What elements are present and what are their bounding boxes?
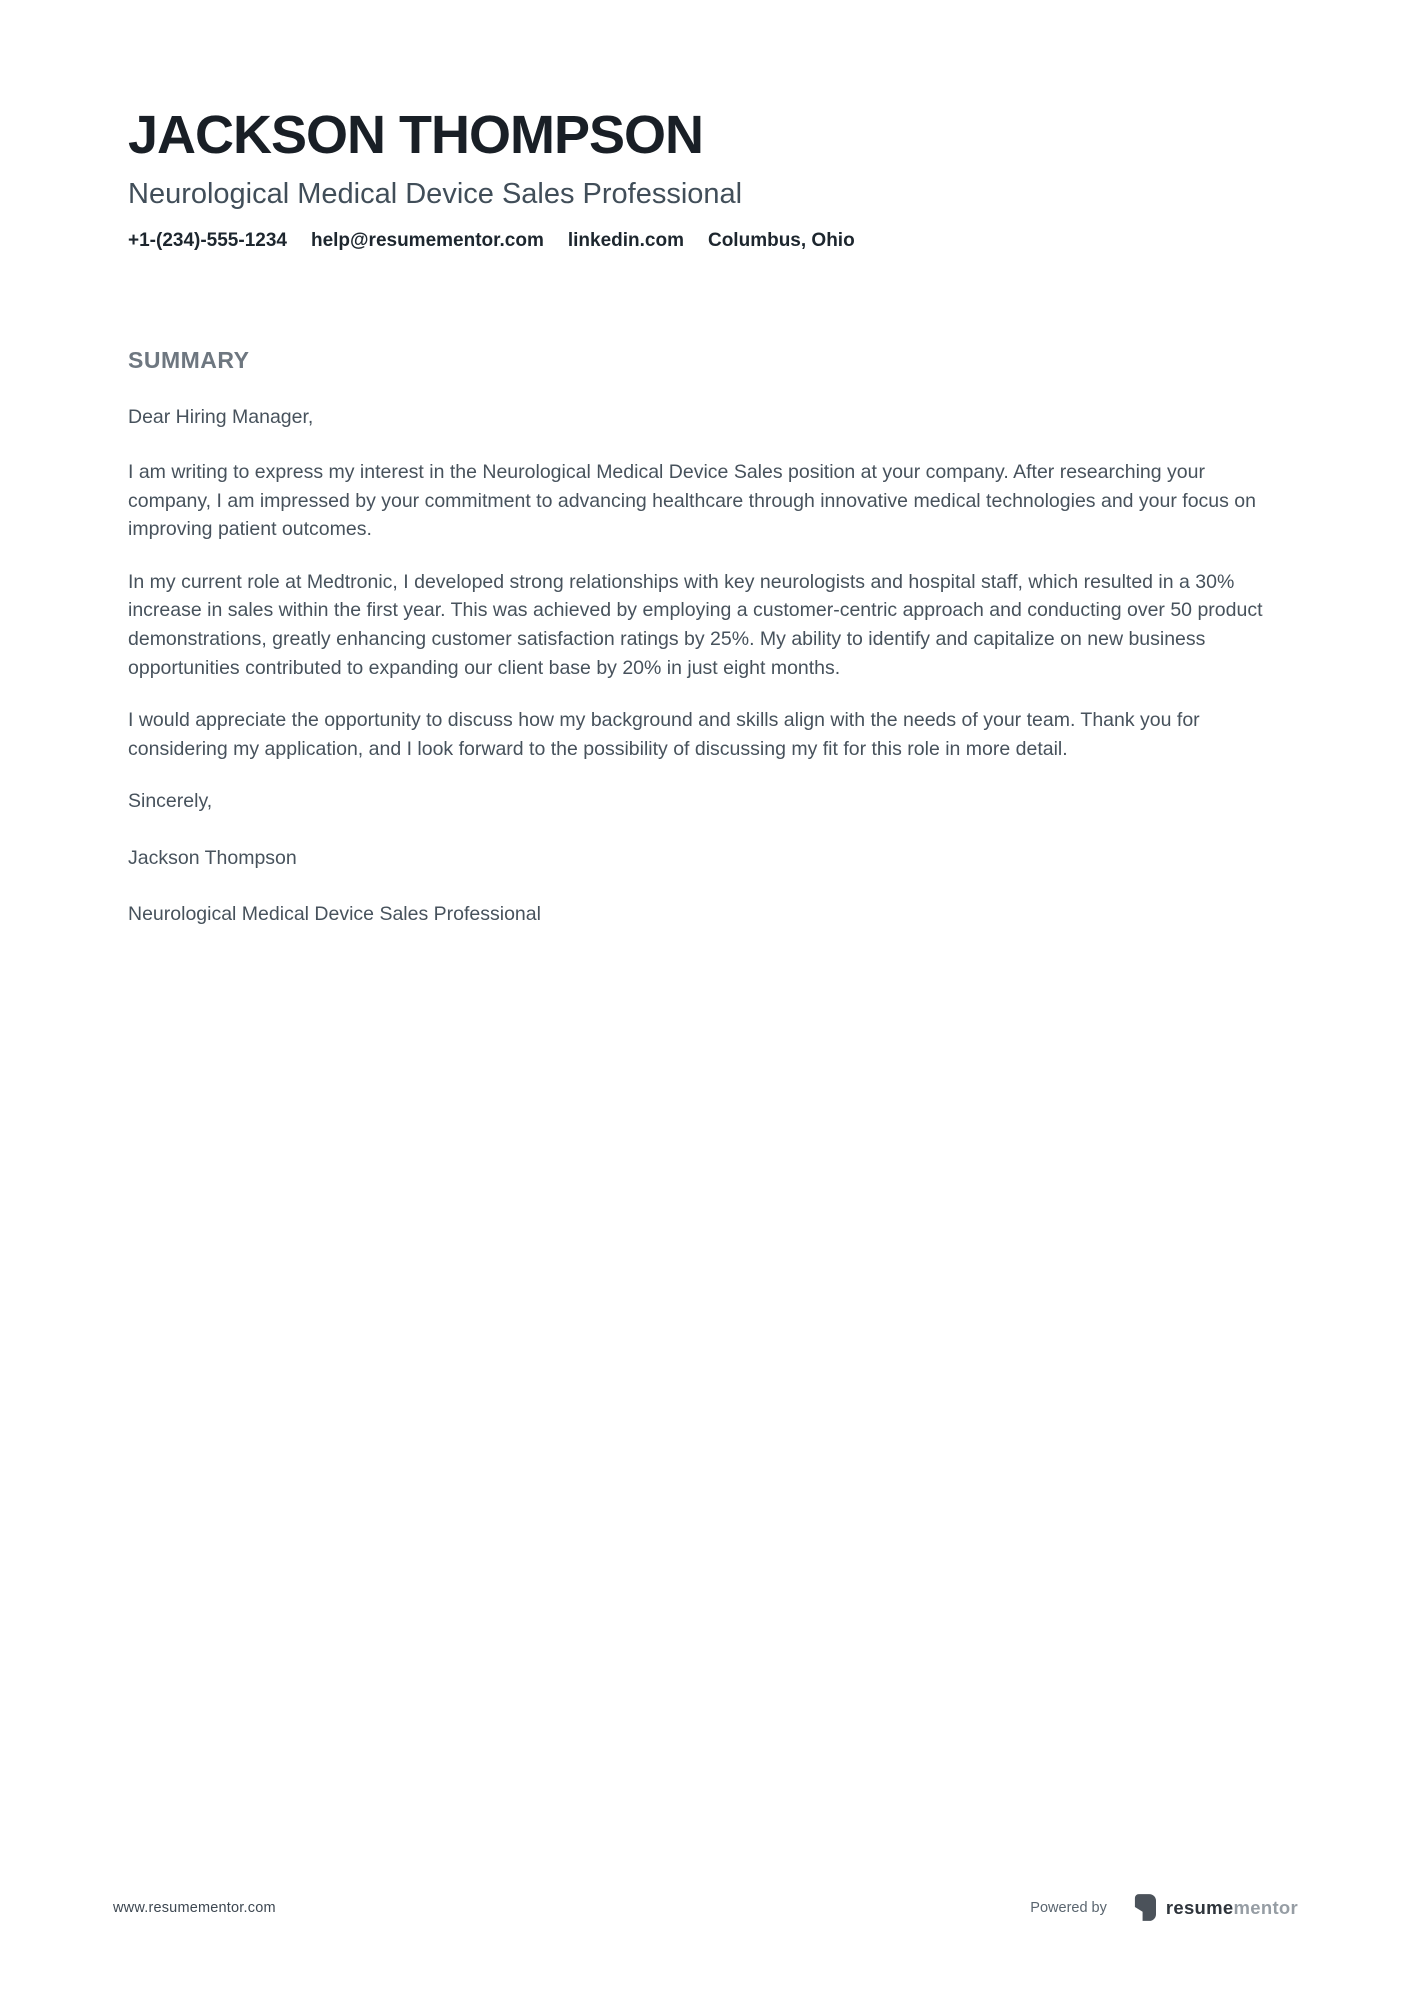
contact-row xyxy=(128,228,1285,255)
letter-paragraph-2: In my current role at Medtronic, I developed strong relationships with key neurologists and hospital staff, which resulted in a 30% increase in sales within the first year. This was achieved by employing a customer-centric approach and conducting over 50 product demonstrations, greatly enhancing customer satisfaction ratings by 25%. My ability to identify and capitalize on new business opportunities contributed to expanding our client base by 20% in just eight months. xyxy=(128,570,1263,679)
signature-name: Jackson Thompson xyxy=(128,846,297,869)
phone-number: +1-(234)-555-1234 xyxy=(128,230,287,252)
letter-text xyxy=(128,403,1285,928)
brand-wordmark[interactable] xyxy=(1166,1897,1298,1919)
email-address[interactable]: help@resumementor.com xyxy=(310,230,544,252)
letter-header xyxy=(128,106,1285,255)
footer-website-link[interactable]: www.resumementor.com xyxy=(113,1899,276,1916)
powered-by-label: Powered by xyxy=(1030,1899,1107,1916)
letter-body xyxy=(128,347,1285,928)
powered-by-block xyxy=(1030,1894,1298,1921)
letter-paragraph-1: I am writing to express my interest in the Neurological Medical Device Sales position at your company. After researching your company, I am impressed by your commitment to advancing healthcare through innovative medical technologies and your focus on improving patient outcomes. xyxy=(128,460,1256,541)
location: Columbus, Ohio xyxy=(707,230,855,252)
summary-heading: SUMMARY xyxy=(128,346,250,373)
closing: Sincerely, xyxy=(128,790,213,813)
resumementor-logo-icon xyxy=(1133,1894,1156,1921)
brand-wordmark-secondary: mentor xyxy=(1233,1896,1298,1918)
letter-paragraph-3: I would appreciate the opportunity to discuss how my background and skills align with the needs of your team. Thank you for considering my application, and I look forward to the possibility of discussing my fit for this role in more detail. xyxy=(128,709,1200,760)
candidate-job-title: Neurological Medical Device Sales Professional xyxy=(128,178,743,211)
signature-title: Neurological Medical Device Sales Professional xyxy=(128,902,541,925)
brand-wordmark-primary: resume xyxy=(1165,1896,1234,1918)
linkedin-link[interactable]: linkedin.com xyxy=(567,230,684,252)
candidate-name: JACKSON THOMPSON xyxy=(128,105,704,165)
salutation: Dear Hiring Manager, xyxy=(128,406,314,429)
page-footer xyxy=(113,1894,1298,1921)
